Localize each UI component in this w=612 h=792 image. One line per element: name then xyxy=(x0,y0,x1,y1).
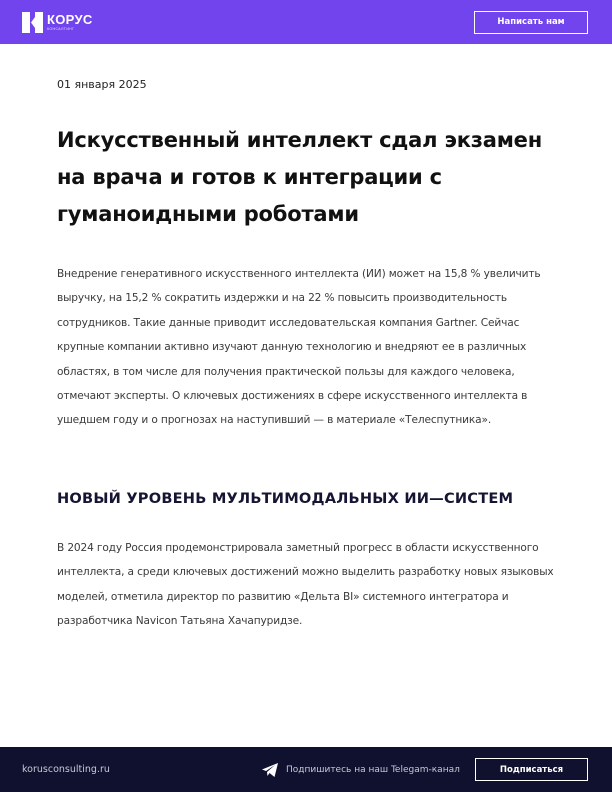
article-paragraph-section: В 2024 году Россия продемонстрировала заметный прогресс в области искусственного интеллекта, а среди ключевых достижений можно выделить разработку новых языковых моделей, отметила директор по развитию «Дельта BI» системного интегратора и разработчика Navicon Татьяна Хачапуридзе. xyxy=(57,542,554,628)
article-title: Искусственный интеллект сдал экзамен на врача и готов к интеграции с гуманоидными роботами xyxy=(57,128,543,226)
article-date: 01 января 2025 xyxy=(57,78,147,91)
site-link[interactable]: korusconsulting.ru xyxy=(22,764,110,775)
korus-logo[interactable] xyxy=(22,12,93,33)
page-header xyxy=(0,0,612,44)
logo-name: КОРУС xyxy=(47,11,93,27)
logo-text xyxy=(47,13,93,32)
telegram-promo[interactable] xyxy=(262,747,460,792)
korus-logo-icon xyxy=(22,12,43,33)
subscribe-button[interactable]: Подписаться xyxy=(475,758,588,781)
telegram-text: Подпишитесь на наш Telegam-канал xyxy=(286,764,460,775)
page-footer xyxy=(0,747,612,792)
article-paragraph-intro: Внедрение генеративного искусственного интеллекта (ИИ) может на 15,8 % увеличить выручку, на 15,2 % сократить издержки и на 22 % повысить производительность сотрудников. Такие данные приводит исследовательская компания Gartner. Сейчас крупные компании активно изучают данную технологию и внедряют ее в различных областях, в том числе для получения практической пользы для каждого человека, отмечают эксперты. О ключевых достижениях в сфере искусственного интеллекта в ушедшем году и о прогнозах на наступивший — в материале «Телеспутника». xyxy=(57,268,541,427)
write-us-button[interactable]: Написать нам xyxy=(474,11,588,34)
telegram-icon xyxy=(262,763,278,777)
logo-subtitle: КОНСАЛТИНГ xyxy=(47,26,75,31)
section-heading: НОВЫЙ УРОВЕНЬ МУЛЬТИМОДАЛЬНЫХ ИИ—СИСТЕМ xyxy=(57,490,514,507)
